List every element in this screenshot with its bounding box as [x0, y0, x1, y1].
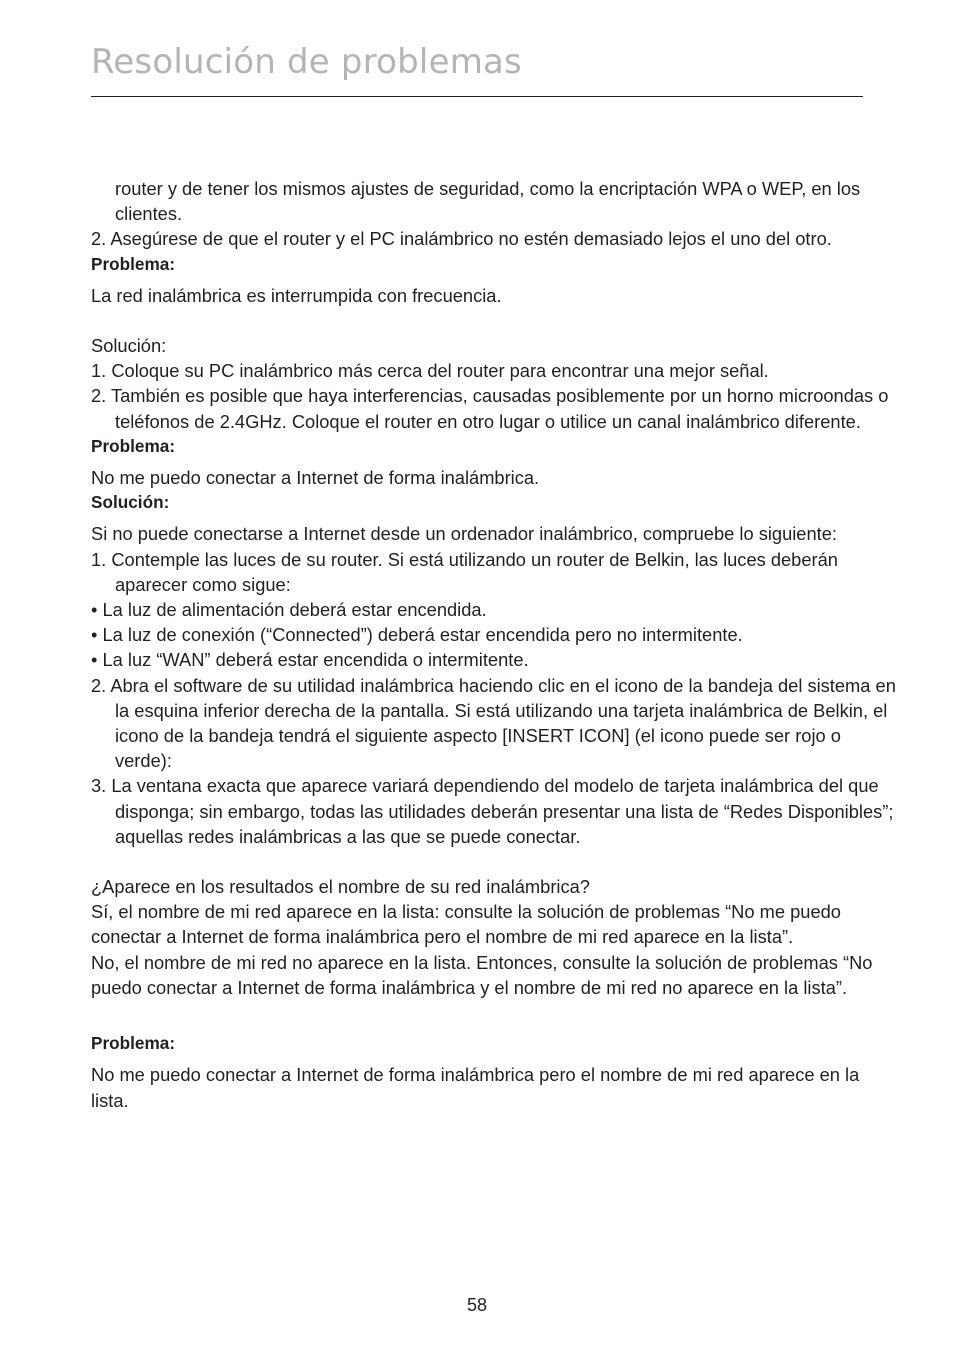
document-body — [91, 176, 897, 1113]
page-number: 58 — [466, 1295, 488, 1315]
solution-2-intro: Si no puede conectarse a Internet desde un ordenador inalámbrico, compruebe lo siguiente: — [91, 523, 837, 545]
problem-3-label: Problema: — [91, 1033, 176, 1054]
solution-2-label: Solución: — [91, 492, 170, 513]
solution-1-step-1: 1. Coloque su PC inalámbrico más cerca del router para encontrar una mejor señal. — [91, 360, 769, 382]
continued-step-text: router y de tener los mismos ajustes de seguridad, como la encriptación WPA o WEP, en los clientes. — [115, 178, 861, 225]
page-title: Resolución de problemas — [91, 42, 522, 82]
problem-1-label: Problema: — [91, 253, 176, 274]
bullet-power-light: • La luz de alimentación deberá estar encendida. — [91, 599, 487, 621]
title-divider — [91, 96, 863, 97]
answer-no: No, el nombre de mi red no aparece en la lista. Entonces, consulte la solución de problemas “No puedo conectar a Internet de forma inalámbrica y el nombre de mi red no aparece en la lista”. — [91, 951, 873, 998]
solution-2-step-1: 1. Contemple las luces de su router. Si está utilizando un router de Belkin, las luces deberán aparecer como sigue: — [91, 548, 838, 595]
bullet-connected-light: • La luz de conexión (“Connected”) deberá estar encendida pero no intermitente. — [91, 624, 743, 646]
solution-1-step-2: 2. También es posible que haya interferencias, causadas posiblemente por un horno microondas o teléfonos de 2.4GHz. Coloque el router en otro lugar o utilice un canal inalámbrico diferente. — [91, 385, 889, 432]
problem-2-text: No me puedo conectar a Internet de forma inalámbrica. — [91, 467, 540, 489]
step-2-distance: 2. Asegúrese de que el router y el PC inalámbrico no estén demasiado lejos el uno del otro. — [91, 228, 832, 250]
question-network-name: ¿Aparece en los resultados el nombre de su red inalámbrica? — [91, 876, 590, 898]
solution-2-step-2: 2. Abra el software de su utilidad inalámbrica haciendo clic en el icono de la bandeja del sistema en la esquina inferior derecha de la pantalla. Si está utilizando una tarjeta inalámbrica de Belkin, el icono de la bandeja tendrá el siguiente aspecto [INSERT ICON] (el icono puede ser rojo o verde): — [91, 674, 896, 772]
solution-1-label: Solución: — [91, 335, 167, 357]
problem-3-text: No me puedo conectar a Internet de forma inalámbrica pero el nombre de mi red aparece en la lista. — [91, 1064, 860, 1111]
problem-1-text: La red inalámbrica es interrumpida con frecuencia. — [91, 284, 502, 306]
problem-2-label: Problema: — [91, 435, 176, 456]
solution-2-step-3: 3. La ventana exacta que aparece variará dependiendo del modelo de tarjeta inalámbrica del que disponga; sin embargo, todas las utilidades deberán presentar una lista de “Redes Disponibles”; aquellas redes inalámbricas a las que se puede conectar. — [91, 775, 894, 847]
answer-yes: Sí, el nombre de mi red aparece en la lista: consulte la solución de problemas “No me puedo conectar a Internet de forma inalámbrica pero el nombre de mi red aparece en la lista”. — [91, 901, 841, 948]
bullet-wan-light: • La luz “WAN” deberá estar encendida o intermitente. — [91, 649, 529, 671]
